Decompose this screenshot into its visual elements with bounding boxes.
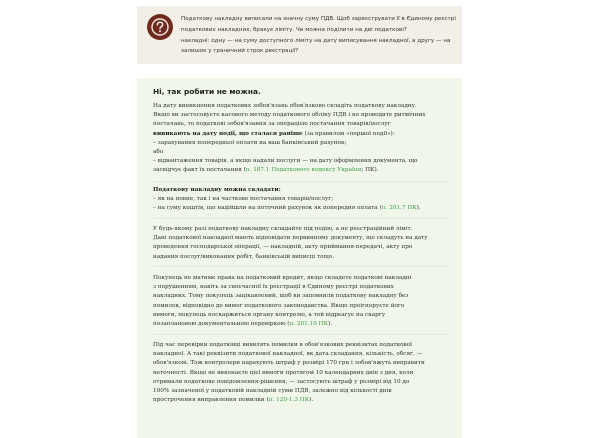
- article-120-1-3-link[interactable]: п. 120-1.3 ПК: [268, 397, 310, 404]
- text-line: Якщо ви застосовуєте касового методу податкового обліку ПДВ і не проводите ритмічних: [153, 112, 426, 119]
- question-box: [137, 6, 462, 64]
- text-line: вимоги, покупець поскаржиться органу контролю, а той відреагує на скаргу: [153, 311, 386, 318]
- paragraph-buyer-credit: [153, 274, 451, 329]
- paragraph-penalties: [153, 341, 451, 405]
- text-line: [153, 204, 451, 213]
- tax-code-link[interactable]: п. 187.1 Податкового кодексу України: [245, 167, 362, 174]
- article-201-10-link[interactable]: п. 201.10 ПК: [289, 321, 328, 328]
- text-line: [153, 130, 451, 139]
- answer-title: Ні, так робити не можна.: [153, 87, 261, 96]
- text-line: [153, 186, 451, 195]
- text-line: [153, 166, 451, 175]
- text-line: 100% зазначеної у податковій накладній суми ПДВ, залежно від кількості днів: [153, 388, 392, 395]
- text-fragment: ).: [328, 321, 333, 328]
- text-fragment: позаплановою документальною перевіркою (: [153, 321, 290, 328]
- text-line: або: [153, 149, 164, 156]
- text-fragment: ; ПК).: [361, 167, 379, 174]
- paragraph-can-issue: [153, 186, 451, 214]
- question-mark-icon: [147, 14, 173, 40]
- divider: [153, 218, 451, 219]
- question-line: податкових накладних, бракує ліміту. Чи можна поділити на дві податкові?: [181, 26, 407, 33]
- question-line: залишок у граничний строк реєстрації?: [181, 48, 299, 55]
- text-line: – відвантаження товарів, а якщо надали послуги — на дату оформлення документа, що: [153, 158, 418, 165]
- text-line: У будь-якому разі податкову накладну складайте під подію, а не реєстраційний ліміт.: [153, 226, 413, 232]
- subheading: Податкову накладну можна складати:: [153, 187, 281, 193]
- text-fragment: ).: [416, 205, 421, 212]
- text-fragment: засвідчує факт їх постачання (: [153, 167, 246, 174]
- text-line: [153, 320, 451, 329]
- answer-box: [137, 78, 462, 438]
- text-line: – зарахування попередньої оплати на ваш банківський рахунок;: [153, 139, 347, 146]
- question-line: накладні: одну — на суму доступного ліміту на дату виписування накладної, а другу — на: [181, 37, 451, 44]
- text-line: На дату виникнення податкових зобов'язань обов'язково складіть податкову накладну.: [153, 103, 417, 109]
- paragraph-tax-obligations: [153, 102, 451, 176]
- text-line: Покупець не матиме права на податковий кредит, якщо складете податкові накладні: [153, 275, 412, 281]
- text-line: [153, 396, 451, 405]
- text-fragment: (за правилом «першої події»):: [302, 130, 395, 137]
- text-line: надання послуг/виконання робіт, банківській виписці тощо.: [153, 253, 335, 260]
- article-201-7-link[interactable]: п. 201.7 ПК: [381, 205, 417, 212]
- text-line: накладних. Тому покупець зацікавлений, щоб ви заповнили податкову накладну без: [153, 293, 409, 300]
- text-line: обов'язкові. Тож контролери нарахують штраф у розмірі 170 грн і зобов'яжуть виправити: [153, 360, 425, 367]
- text-line: з порушенням, навіть за своєчасної їх реєстрації в Єдиному реєстрі податкових: [153, 284, 394, 291]
- text-line: постачань, то податкові зобов'язання за операцією постачання товарів/послуг: [153, 121, 391, 128]
- paragraph-event-based: [153, 225, 451, 262]
- text-line: Дані податкової накладної мають відповідати первинному документу, що складуть на дату: [153, 235, 428, 242]
- question-line: Податкову накладну виписали на значну суму ПДВ. Щоб зареєструвати її в Єдиному реєстрі: [181, 16, 456, 22]
- divider: [153, 266, 451, 267]
- divider: [153, 181, 451, 182]
- divider: [153, 334, 451, 335]
- question-text: [181, 14, 459, 57]
- text-fragment: прострочення виправлення помилки (: [153, 397, 269, 404]
- text-line: – як на повне, так і на часткове постачання товарів/послуг;: [153, 196, 334, 203]
- text-line: помилок, відповідно до вимог податкового законодавства. Якщо проігноруєте його: [153, 302, 405, 309]
- text-line: накладної. А такі реквізити податкової накладної, як дата складання, кількість, обсяг, —: [153, 351, 423, 358]
- text-line: неточності. Якщо не виконаєте цієї вимоги протягом 10 календарних днів з дня, коли: [153, 369, 414, 376]
- text-fragment: ).: [309, 397, 314, 404]
- text-line: Під час перевірки податківці виявлять помилки в обов'язкових реквізитах податкової: [153, 342, 412, 348]
- text-line: проведення господарської операції, — накладній, акту приймання-передачі, акту про: [153, 244, 413, 251]
- bold-phrase: виникають на дату події, що сталася раніше: [153, 130, 303, 137]
- text-line: отримали податкове повідомлення-рішення, — застосують штраф у розмірі від 10 до: [153, 378, 410, 385]
- text-fragment: – на суму коштів, що надійшли на поточний рахунок як попередня оплата (: [153, 205, 382, 212]
